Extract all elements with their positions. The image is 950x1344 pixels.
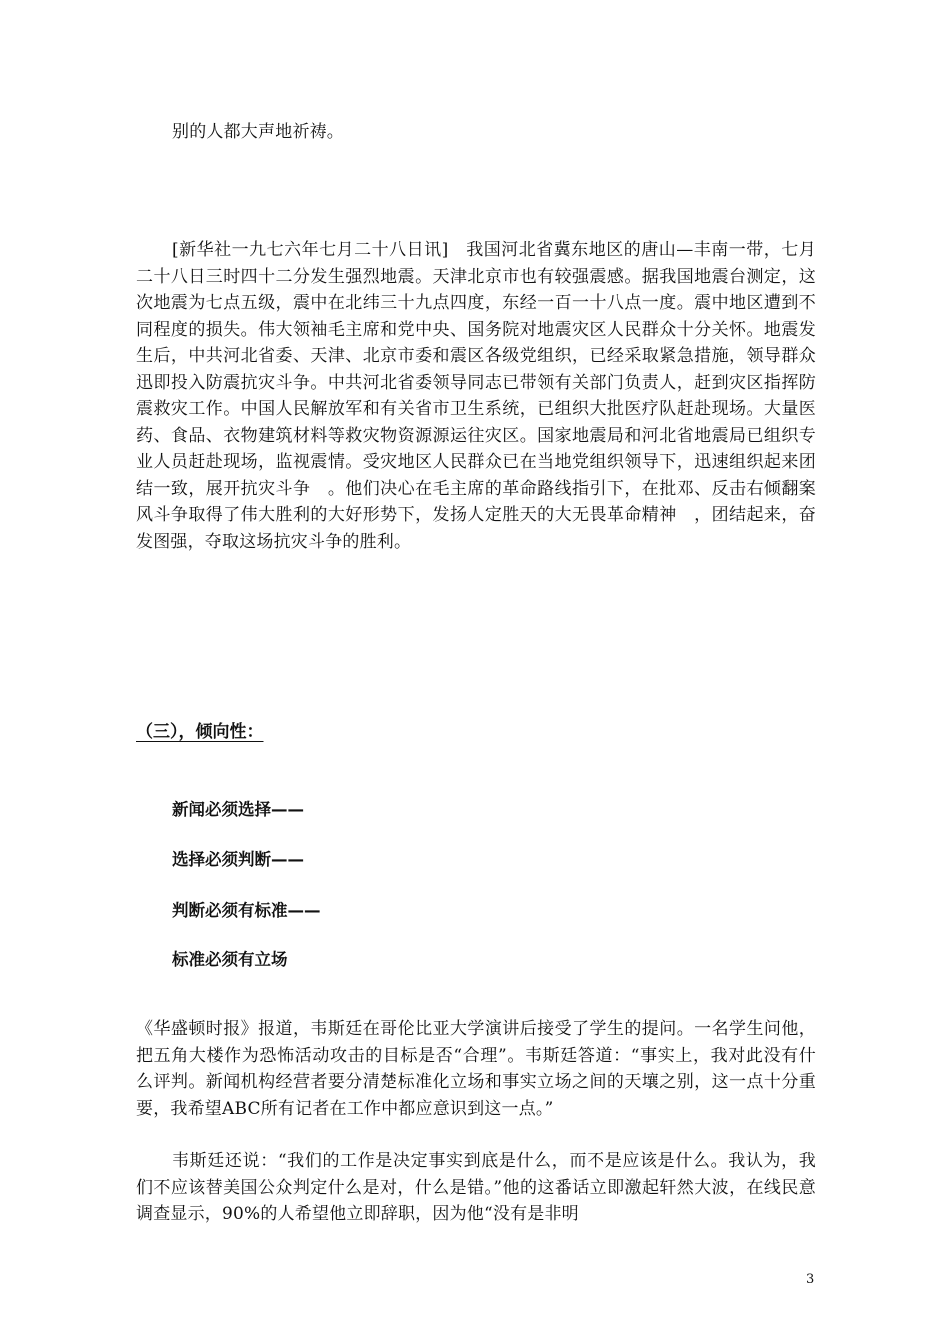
washington-times-paragraph: 《华盛顿时报》报道，韦斯廷在哥伦比亚大学演讲后接受了学生的提问。一名学生问他，把五角大楼作为恐怖活动攻击的目标是否“合理”。韦斯廷答道：“事实上，我对此没有什么评判。新闻机构经营者要分清楚标准化立场和事实立场之间的天壤之别，这一点十分重要，我希望ABC所有记者在工作中都应意识到这一点。” <box>136 1019 816 1119</box>
chain-item: 选择必须判断—— <box>172 850 304 869</box>
chain-item: 标准必须有立场 <box>172 950 288 969</box>
chain-item: 判断必须有标准—— <box>172 901 321 920</box>
xinhua-news-paragraph: [新华社一九七六年七月二十八日讯] 我国河北省冀东地区的唐山—丰南一带，七月二十八日三时四十二分发生强烈地震。天津北京市也有较强震感。据我国地震台测定，这次地震为七点五级，震中在北纬三十九点四度，东经一百一十八点一度。震中地区遭到不同程度的损失。伟大领袖毛主席和党中央、国务院对地震灾区人民群众十分关怀。地震发生后，中共河北省委、天津、北京市委和震区各级党组织，已经采取紧急措施，领导群众迅即投入防震抗灾斗争。中共河北省委领导同志已带领有关部门负责人，赶到灾区指挥防震救灾工作。中国人民解放军和有关省市卫生系统，已组织大批医疗队赶赴现场。大量医药、食品、衣物建筑材料等救灾物资源源运往灾区。国家地震局和河北省地震局已组织专业人员赶赴现场，监视震情。受灾地区人民群众已在当地党组织领导下，迅速组织起来团结一致，展开抗灾斗争 。他们决心在毛主席的革命路线指引下，在批邓、反击右倾翻案风斗争取得了伟大胜利的大好形势下，发扬人定胜天的大无畏革命精神 ，团结起来，奋发图强，夺取这场抗灾斗争的胜利。 <box>136 240 816 552</box>
section-heading: （三），倾向性： <box>136 722 264 742</box>
page-number: 3 <box>806 1272 815 1287</box>
chain-item: 新闻必须选择—— <box>172 800 304 819</box>
westin-quote-paragraph: 韦斯廷还说：“我们的工作是决定事实到底是什么，而不是应该是什么。我认为，我们不应该替美国公众判定什么是对，什么是错。”他的这番话立即激起轩然大波，在线民意调查显示，90%的人希望他立即辞职，因为他“没有是非明 <box>136 1151 816 1224</box>
continued-text-line: 别的人都大声地祈祷。 <box>172 122 344 142</box>
